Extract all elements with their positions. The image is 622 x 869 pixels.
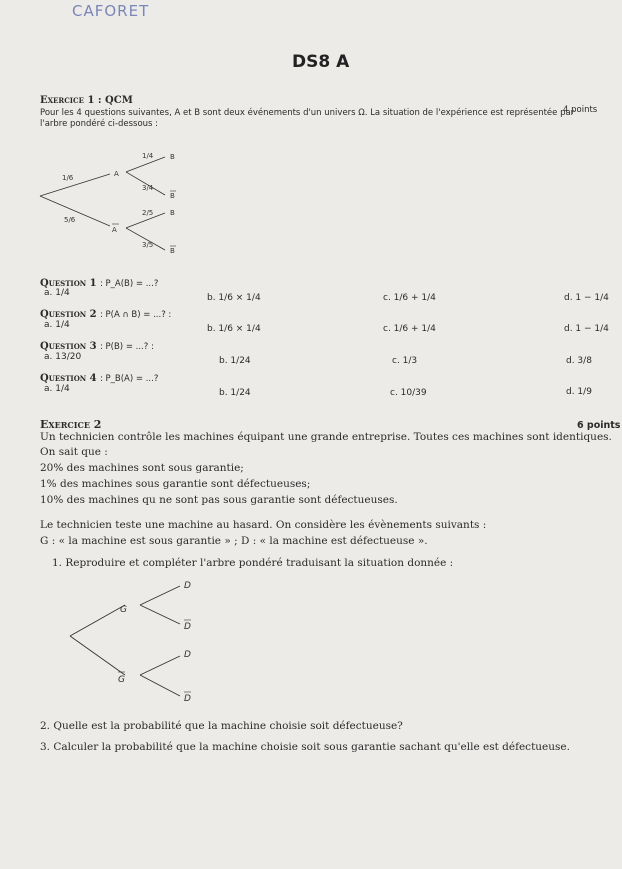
question3-option-c[interactable]: c. 1/3: [392, 356, 418, 366]
exercise1-probability-tree: [0, 0, 622, 280]
tree2-leaf-notD1: D: [184, 622, 191, 632]
exercise2-question3: 3. Calculer la probabilité que la machine choisie soit sous garantie sachant qu'elle est défectueuse.: [40, 741, 570, 753]
exercise2-line2: On sait que :: [40, 446, 108, 458]
exercise2-heading: Exercice 2: [40, 418, 102, 431]
question2-option-a[interactable]: a. 1/4: [44, 320, 70, 330]
tree1-leaf-B2: B: [170, 209, 175, 217]
question4-label: Question 4: [40, 373, 97, 384]
exercise2-line1: Un technicien contrôle les machines équipant une grande entreprise. Toutes ces machines sont identiques.: [40, 431, 612, 443]
question2-option-c[interactable]: c. 1/6 + 1/4: [383, 324, 436, 334]
tree1-leaf-B1: B: [170, 153, 175, 161]
page-title: DS8 A: [292, 52, 350, 72]
handwritten-name: CAFORET: [72, 2, 150, 20]
tree1-prob-A: 1/6: [62, 174, 74, 182]
question2-label: Question 2: [40, 309, 97, 320]
tree2-leaf-D2: D: [184, 650, 191, 660]
question1-option-a[interactable]: a. 1/4: [44, 288, 70, 298]
question4-option-c[interactable]: c. 10/39: [390, 388, 427, 398]
tree1-prob-notB-given-notA: 3/5: [142, 241, 154, 249]
question3-header: [40, 340, 154, 352]
exercise2-points: 6 points: [577, 420, 621, 431]
tree2-node-notG: G: [118, 675, 125, 685]
question3-text: : P(B) = ...? :: [99, 342, 154, 352]
tree1-prob-notB-given-A: 3/4: [142, 184, 154, 192]
exercise2-question1: 1. Reproduire et compléter l'arbre pondéré traduisant la situation donnée :: [52, 557, 454, 569]
exercise1-intro-line1: Pour les 4 questions suivantes, A et B sont deux événements d'un univers Ω. La situation de l'expérience est représentée par: [40, 108, 575, 118]
tree2-node-G: G: [120, 605, 127, 615]
question3-option-b[interactable]: b. 1/24: [219, 356, 251, 366]
exercise2-line5: 10% des machines qu ne sont pas sous garantie sont défectueuses.: [40, 494, 398, 506]
tree2-leaf-notD2: D: [184, 694, 191, 704]
exercise2-line6: Le technicien teste une machine au hasard. On considère les évènements suivants :: [40, 519, 487, 531]
question4-option-d[interactable]: d. 1/9: [566, 387, 592, 397]
tree1-prob-B-given-A: 1/4: [142, 152, 154, 160]
question2-header: [40, 308, 171, 320]
question1-option-d[interactable]: d. 1 − 1/4: [564, 293, 609, 303]
question1-label: Question 1: [40, 278, 97, 289]
question4-header: [40, 372, 158, 384]
question2-option-b[interactable]: b. 1/6 × 1/4: [207, 324, 261, 334]
exercise2-line7: G : « la machine est sous garantie » ; D : « la machine est défectueuse ».: [40, 535, 428, 547]
question3-option-a[interactable]: a. 13/20: [44, 352, 82, 362]
question1-text: : P_A(B) = ...?: [99, 279, 159, 289]
question3-option-d[interactable]: d. 3/8: [566, 356, 592, 366]
exercise2-probability-tree: [0, 560, 622, 710]
question1-option-b[interactable]: b. 1/6 × 1/4: [207, 293, 261, 303]
tree1-prob-notA: 5/6: [64, 216, 76, 224]
exercise2-line3: 20% des machines sont sous garantie;: [40, 462, 244, 474]
question2-option-d[interactable]: d. 1 − 1/4: [564, 324, 609, 334]
tree1-leaf-notB2: B: [170, 247, 175, 255]
question2-text: : P(A ∩ B) = ...? :: [99, 310, 172, 320]
tree1-node-notA: A: [112, 226, 117, 234]
question1-option-c[interactable]: c. 1/6 + 1/4: [383, 293, 436, 303]
tree1-leaf-notB1: B: [170, 192, 175, 200]
exercise1-points: 4 points: [563, 105, 598, 115]
question4-option-a[interactable]: a. 1/4: [44, 384, 70, 394]
tree1-node-A: A: [114, 170, 119, 178]
tree1-prob-B-given-notA: 2/5: [142, 209, 154, 217]
exercise2-question2: 2. Quelle est la probabilité que la machine choisie soit défectueuse?: [40, 720, 403, 732]
question4-option-b[interactable]: b. 1/24: [219, 388, 251, 398]
tree2-leaf-D1: D: [184, 581, 191, 591]
exercise1-heading: Exercice 1 : QCM: [40, 95, 133, 106]
question4-text: : P_B(A) = ...?: [99, 374, 159, 384]
exercise2-line4: 1% des machines sous garantie sont défectueuses;: [40, 478, 311, 490]
exercise1-intro-line2: l'arbre pondéré ci-dessous :: [40, 119, 159, 129]
question3-label: Question 3: [40, 341, 97, 352]
